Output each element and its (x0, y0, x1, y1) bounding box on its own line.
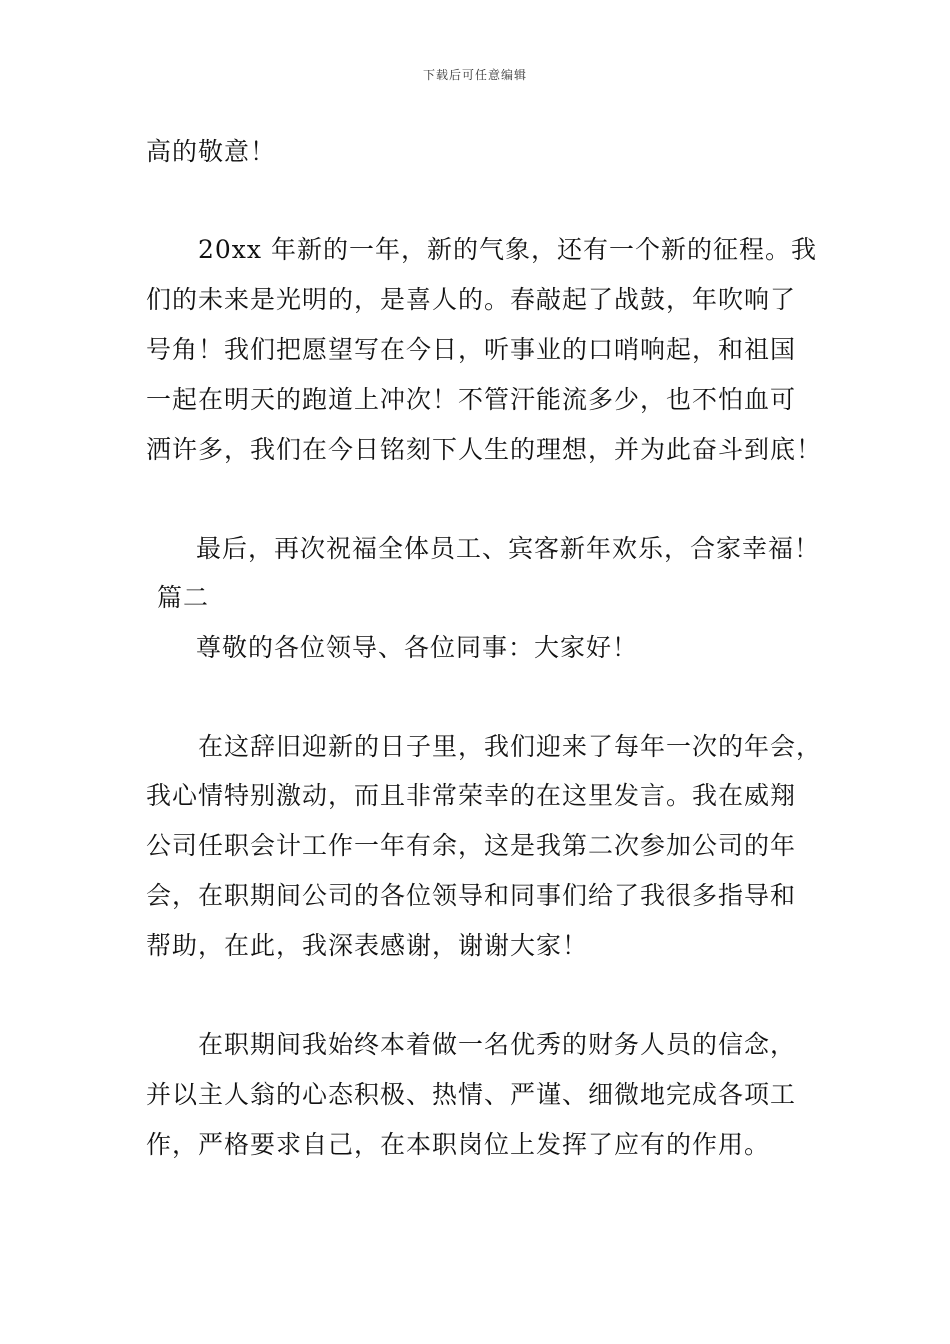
greeting-line: 尊敬的各位领导、各位同事：大家好！ (196, 633, 639, 662)
text-line: 最后，再次祝福全体员工、宾客新年欢乐，合家幸福！ (196, 534, 821, 563)
text-line: 们的未来是光明的，是喜人的。春敲起了战鼓，年吹响了 (146, 285, 797, 314)
text-line: 一起在明天的跑道上冲次！不管汗能流多少，也不怕血可 (146, 385, 797, 414)
text-line: 作，严格要求自己，在本职岗位上发挥了应有的作用。 (146, 1130, 771, 1159)
text-line: 20xx 年新的一年，新的气象，还有一个新的征程。我 (198, 235, 817, 264)
header-note: 下载后可任意编辑 (422, 68, 527, 82)
text-line: 洒许多，我们在今日铭刻下人生的理想，并为此奋斗到底！ (146, 435, 823, 464)
text-line: 会，在职期间公司的各位领导和同事们给了我很多指导和 (146, 881, 797, 910)
text-line: 在职期间我始终本着做一名优秀的财务人员的信念， (198, 1030, 797, 1059)
text-line: 高的敬意！ (146, 137, 277, 166)
section-title: 篇二 (157, 583, 210, 612)
text-line: 我心情特别激动，而且非常荣幸的在这里发言。我在威翔 (146, 781, 797, 810)
text-line: 在这辞旧迎新的日子里，我们迎来了每年一次的年会， (198, 732, 823, 761)
text-line: 号角！我们把愿望写在今日，听事业的口哨响起，和祖国 (146, 335, 797, 364)
text-line: 并以主人翁的心态积极、热情、严谨、细微地完成各项工 (146, 1080, 797, 1109)
text-line: 公司任职会计工作一年有余，这是我第二次参加公司的年 (146, 831, 797, 860)
text-line: 帮助，在此，我深表感谢，谢谢大家！ (146, 931, 589, 960)
